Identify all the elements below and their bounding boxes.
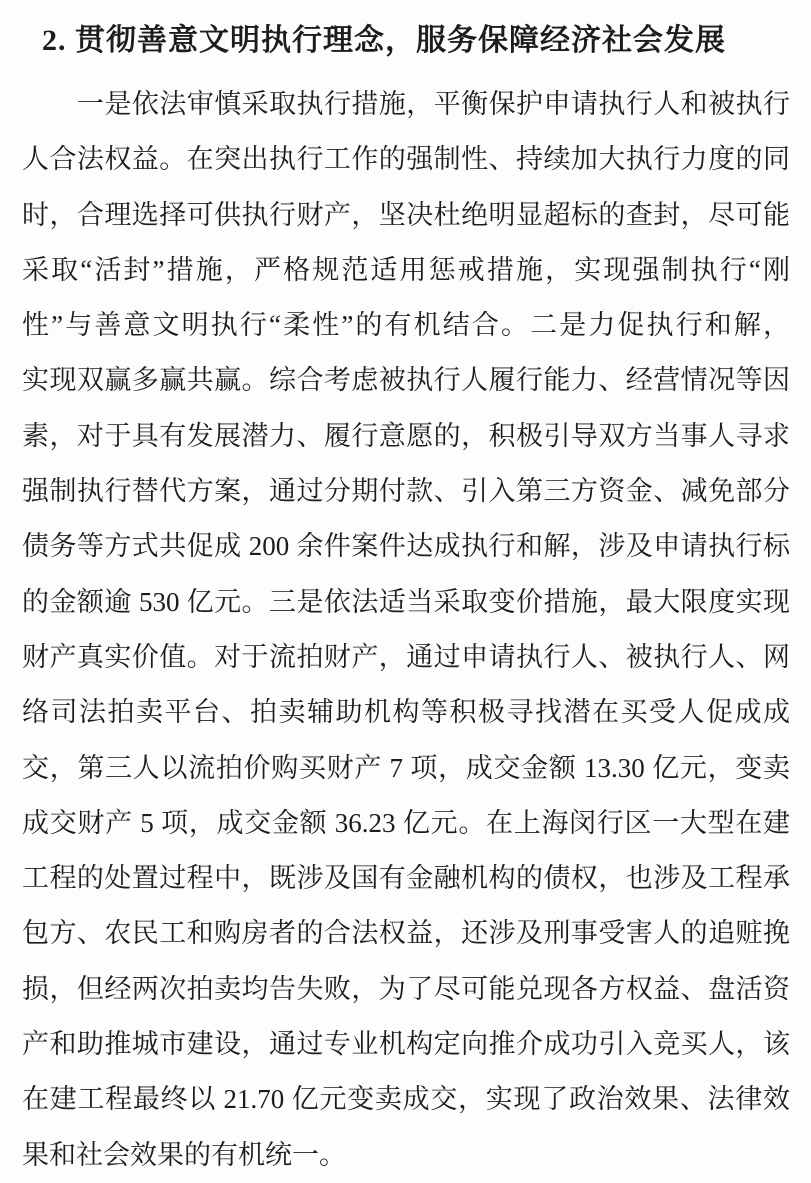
paragraph-line: 成交财产 5 项，成交金额 36.23 亿元。在上海闵行区一大型在建 [22,807,790,838]
paragraph-line: 在建工程最终以 21.70 亿元变卖成交，实现了政治效果、法律效 [22,1084,790,1115]
paragraph-line: 人合法权益。在突出执行工作的强制性、持续加大执行力度的同 [22,144,790,175]
paragraph-line: 产和助推城市建设，通过专业机构定向推介成功引入竞买人，该 [22,1029,790,1060]
paragraph-line: 络司法拍卖平台、拍卖辅助机构等积极寻找潜在买受人促成成 [22,697,790,728]
paragraph-line: 包方、农民工和购房者的合法权益，还涉及刑事受害人的追赃挽 [22,918,790,949]
paragraph-line: 实现双赢多赢共赢。综合考虑被执行人履行能力、经营情况等因 [22,365,790,396]
paragraph-line: 损，但经两次拍卖均告失败，为了尽可能兑现各方权益、盘活资 [22,973,790,1004]
paragraph-line: 强制执行替代方案，通过分期付款、引入第三方资金、减免部分 [22,476,790,507]
paragraph-line: 的金额逾 530 亿元。三是依法适当采取变价措施，最大限度实现 [22,586,790,617]
paragraph-line: 素，对于具有发展潜力、履行意愿的，积极引导双方当事人寻求 [22,420,790,451]
paragraph-line: 债务等方式共促成 200 余件案件达成执行和解，涉及申请执行标 [22,531,790,562]
paragraph [22,77,790,1183]
paragraph-line: 财产真实价值。对于流拍财产，通过申请执行人、被执行人、网 [22,641,790,672]
paragraph-line: 一是依法审慎采取执行措施，平衡保护申请执行人和被执行 [77,89,790,119]
paragraph-line: 时，合理选择可供执行财产，坚决杜绝明显超标的查封，尽可能 [22,199,790,230]
paragraph-line: 果和社会效果的有机统一。 [22,1139,346,1170]
paragraph-line: 性”与善意文明执行“柔性”的有机结合。二是力促执行和解， [22,310,790,341]
paragraph-line: 交，第三人以流拍价购买财产 7 项，成交金额 13.30 亿元，变卖 [22,752,790,783]
section-heading: 2. 贯彻善意文明执行理念，服务保障经济社会发展 [42,24,726,57]
paragraph-line: 采取“活封”措施，严格规范适用惩戒措施，实现强制执行“刚 [22,254,790,285]
paragraph-line: 工程的处置过程中，既涉及国有金融机构的债权，也涉及工程承 [22,863,790,894]
